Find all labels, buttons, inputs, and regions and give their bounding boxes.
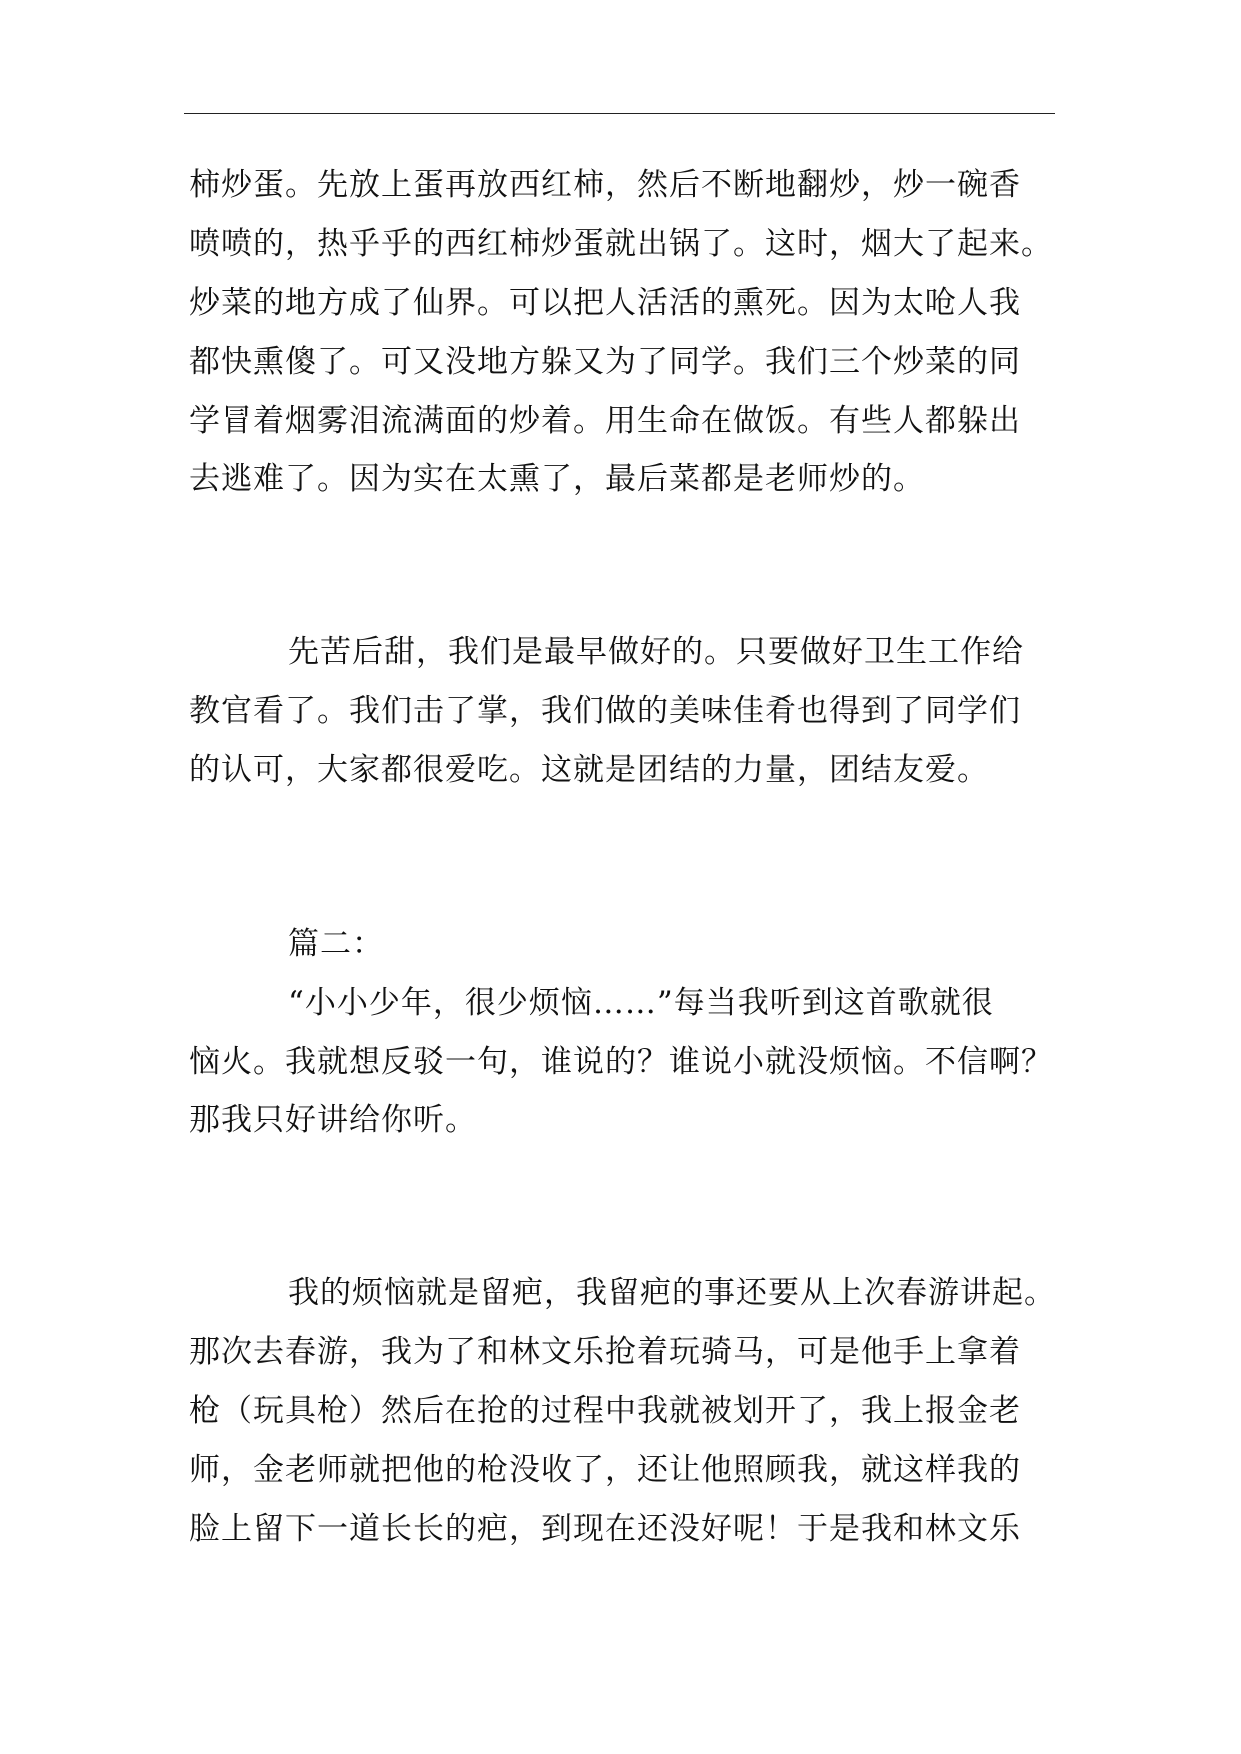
text-line: 去逃难了。因为实在太熏了，最后菜都是老师炒的。 xyxy=(189,461,925,497)
text-line: 教官看了。我们击了掌，我们做的美味佳肴也得到了同学们 xyxy=(189,693,1021,729)
text-line: 枪（玩具枪）然后在抢的过程中我就被划开了，我上报金老 xyxy=(189,1393,1021,1429)
text-line: 柿炒蛋。先放上蛋再放西红柿，然后不断地翻炒，炒一碗香 xyxy=(189,167,1021,203)
text-line: 先苦后甜，我们是最早做好的。只要做好卫生工作给 xyxy=(288,634,1024,670)
text-line: “小小少年，很少烦恼……”每当我听到这首歌就很 xyxy=(288,985,994,1021)
text-line: 师，金老师就把他的枪没收了，还让他照顾我，就这样我的 xyxy=(189,1452,1021,1488)
text-line: 我的烦恼就是留疤，我留疤的事还要从上次春游讲起。 xyxy=(288,1275,1056,1311)
text-line: 喷喷的，热乎乎的西红柿炒蛋就出锅了。这时，烟大了起来。 xyxy=(189,226,1053,262)
text-line: 都快熏傻了。可又没地方躲又为了同学。我们三个炒菜的同 xyxy=(189,344,1021,380)
text-line: 脸上留下一道长长的疤，到现在还没好呢！于是我和林文乐 xyxy=(189,1511,1021,1547)
text-line: 的认可，大家都很爱吃。这就是团结的力量，团结友爱。 xyxy=(189,752,989,788)
text-line: 炒菜的地方成了仙界。可以把人活活的熏死。因为太呛人我 xyxy=(189,285,1021,321)
text-line: 那次去春游，我为了和林文乐抢着玩骑马，可是他手上拿着 xyxy=(189,1334,1021,1370)
header-rule xyxy=(184,113,1055,114)
text-line: 那我只好讲给你听。 xyxy=(189,1102,477,1138)
section-heading: 篇二： xyxy=(288,926,384,962)
text-line: 恼火。我就想反驳一句，谁说的？谁说小就没烦恼。不信啊？ xyxy=(189,1044,1053,1080)
text-line: 学冒着烟雾泪流满面的炒着。用生命在做饭。有些人都躲出 xyxy=(189,403,1021,439)
